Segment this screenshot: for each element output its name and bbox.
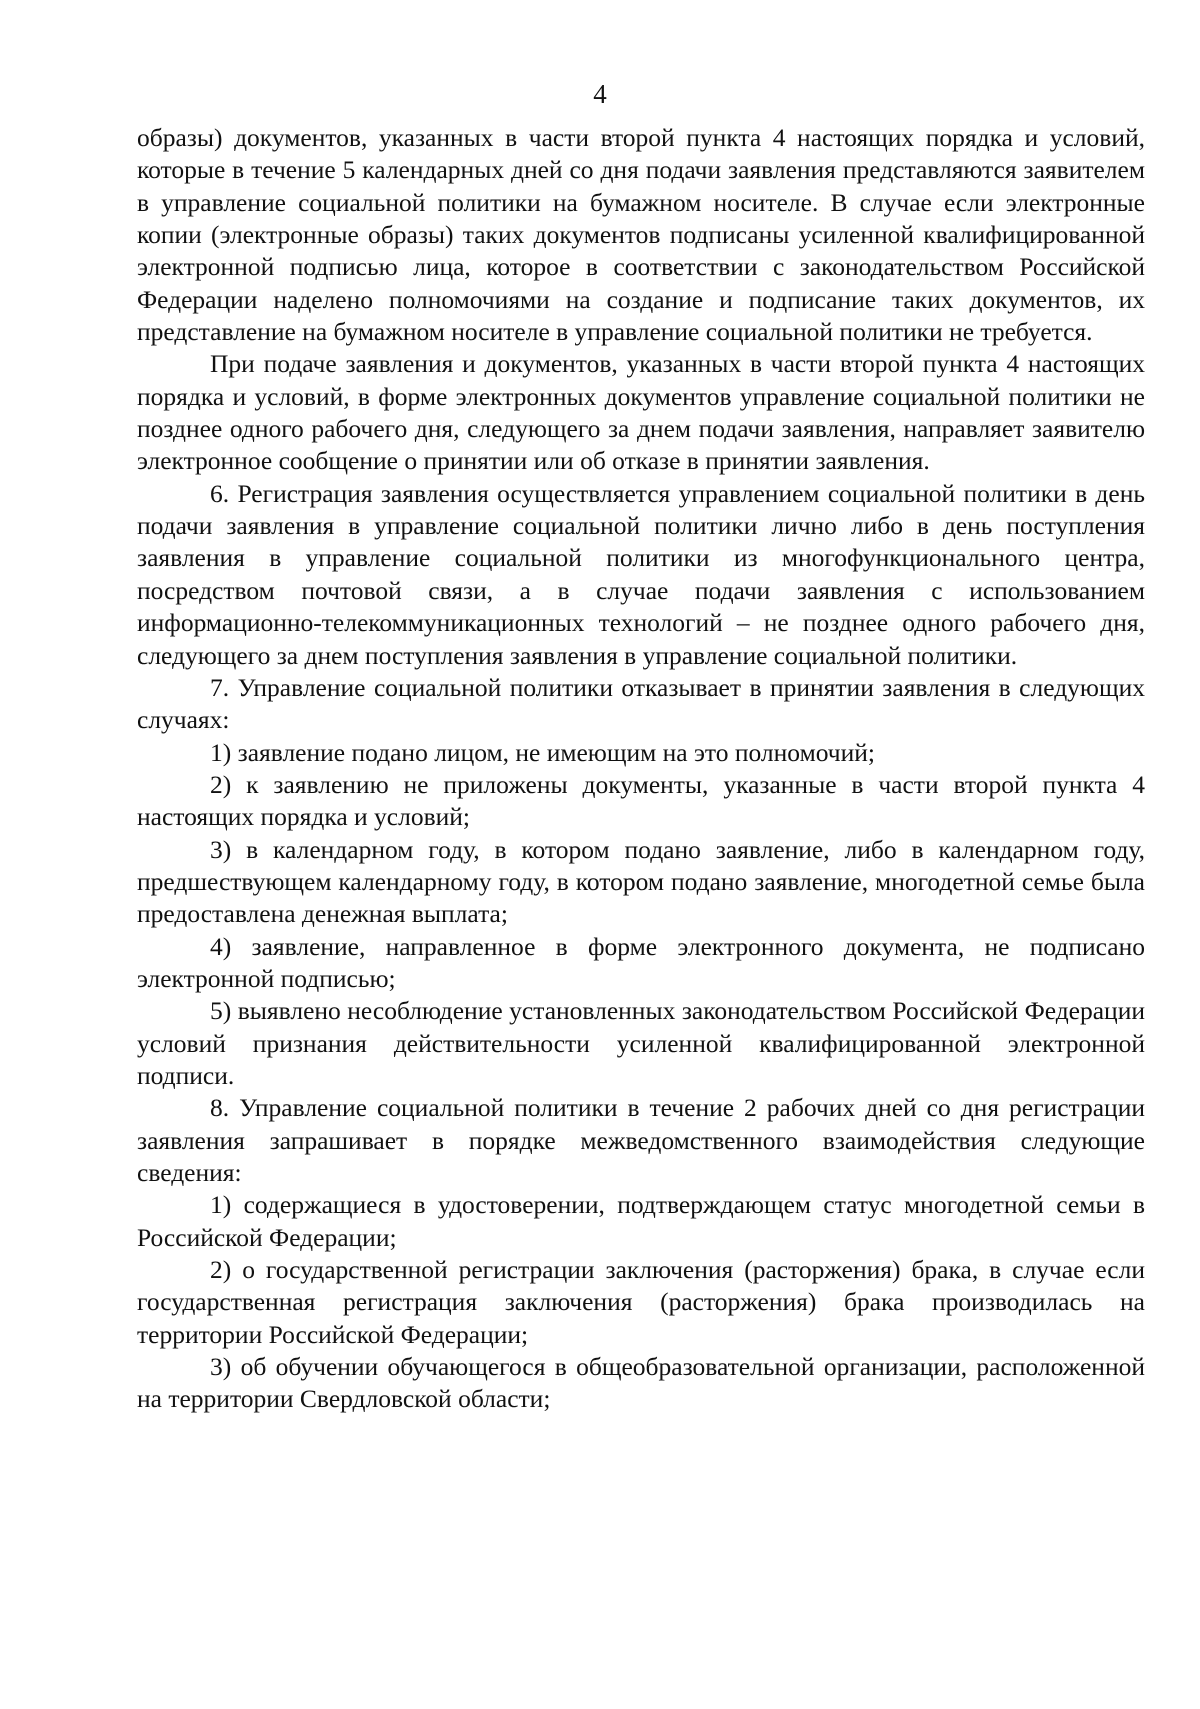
paragraph-item-8-sub-2: 2) о государственной регистрации заключения (расторжения) брака, в случае если государственная регистрация заключения (расторжения) брака производилась на территории Российской Федерации; — [137, 1255, 1145, 1349]
paragraph-item-7-sub-1: 1) заявление подано лицом, не имеющим на это полномочий; — [210, 737, 875, 767]
paragraph-item-8-sub-1: 1) содержащиеся в удостоверении, подтверждающем статус многодетной семьи в Российской Федерации; — [137, 1190, 1145, 1252]
paragraph-item-7-sub-5: 5) выявлено несоблюдение установленных законодательством Российской Федерации условий признания действительности усиленной квалифицированной электронной подписи. — [137, 996, 1145, 1090]
document-body — [137, 122, 1145, 1416]
paragraph-item-8: 8. Управление социальной политики в течение 2 рабочих дней со дня регистрации заявления запрашивает в порядке межведомственного взаимодействия следующие сведения: — [137, 1093, 1145, 1187]
paragraph-item-7-sub-2: 2) к заявлению не приложены документы, указанные в части второй пункта 4 настоящих порядка и условий; — [137, 769, 1145, 832]
paragraph-item-7: 7. Управление социальной политики отказывает в принятии заявления в следующих случаях: — [137, 672, 1145, 735]
paragraph-continuation: образы) документов, указанных в части второй пункта 4 настоящих порядка и условий, которые в течение 5 календарных дней со дня подачи заявления представляются заявителем в управление социальной политики на бумажном носителе. В случае если электронные копии (электронные образы) таких документов подписаны усиленной квалифицированной электронной подписью лица, которое в соответствии с законодательством Российской Федерации наделено полномочиями на создание и подписание таких документов, их представление на бумажном носителе в управление социальной политики не требуется. — [137, 123, 1145, 347]
page-number: 4 — [593, 79, 607, 109]
paragraph-item-8-sub-3: 3) об обучении обучающегося в общеобразовательной организации, расположенной на территории Свердловской области; — [137, 1352, 1145, 1414]
paragraph-item-7-sub-3: 3) в календарном году, в котором подано заявление, либо в календарном году, предшествующем календарному году, в котором подано заявление, многодетной семье была предоставлена денежная выплата; — [137, 834, 1145, 929]
paragraph-item-7-sub-4: 4) заявление, направленное в форме электронного документа, не подписано электронной подписью; — [137, 931, 1145, 993]
paragraph-electronic-submission: При подаче заявления и документов, указанных в части второй пункта 4 настоящих порядка и условий, в форме электронных документов управление социальной политики не позднее одного рабочего дня, следующего за днем подачи заявления, направляет заявителю электронное сообщение о принятии или об отказе в принятии заявления. — [137, 349, 1145, 476]
paragraph-item-6: 6. Регистрация заявления осуществляется управлением социальной политики в день подачи заявления в управление социальной политики лично либо в день поступления заявления в управление социальной политики из многофункционального центра, посредством почтовой связи, а в случае подачи заявления с использованием информационно-телекоммуникационных технологий – не позднее одного рабочего дня, следующего за днем поступления заявления в управление социальной политики. — [137, 478, 1145, 670]
